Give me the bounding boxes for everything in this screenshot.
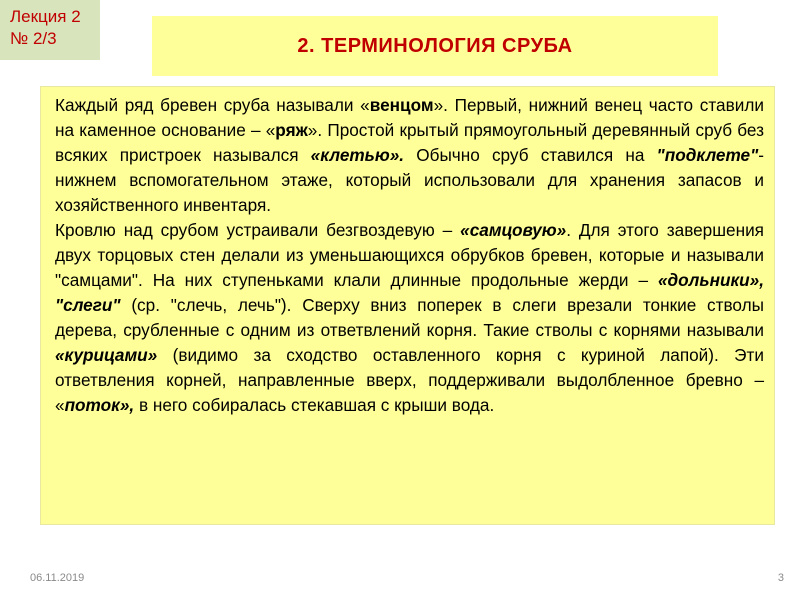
page-number: 3 [777,572,784,584]
p2-text-3: (ср. "слечь, лечь"). Сверху вниз поперек в слеги врезали тонкие стволы дерева, срубленные с одним из ответвлений корня. Такие стволы с корнями называли [55,295,764,340]
lecture-number: Лекция 2 [10,7,81,26]
term-klet: «клетью». [310,145,405,165]
p2-text-1: Кровлю над срубом устраивали безгвоздевую – [55,220,461,240]
lecture-badge [0,0,100,60]
footer-date: 06.11.2019 [30,572,85,584]
lecture-part: № 2/3 [10,29,57,48]
content-box [40,86,775,525]
term-samtsovaya: «самцовую» [460,220,567,240]
term-ryazh: ряж [275,120,308,140]
p1-text-5: - нижнем вспомогательном этаже, который использовали для хранения запасов и хозяйственного инвентаря. [55,145,764,215]
paragraph-2 [55,218,764,418]
p1-text-2: ». Первый, нижний венец часто ставили на каменное основание – « [55,95,764,140]
term-ventsy: венцом [369,95,434,115]
term-potok: поток», [64,395,135,415]
p1-text-1: Каждый ряд бревен сруба называли « [55,95,370,115]
paragraph-1 [55,93,764,218]
p1-text-4: Обычно сруб ставился на [404,145,657,165]
title-bar [152,16,718,76]
p2-text-5: в него собиралась стекавшая с крыши вода. [134,395,495,415]
p2-text-4: (видимо за сходство оставленного корня с куриной лапой). Эти ответвления корней, направленные вверх, поддерживали выдолбленное бревно – « [55,345,764,415]
term-podklet: "подклете" [656,145,759,165]
slide-title: 2. ТЕРМИНОЛОГИЯ СРУБА [297,34,573,57]
p2-text-2: . Для этого завершения двух торцовых стен делали из уменьшающихся обрубков бревен, которые и называли "самцами". На них ступеньками клали длинные продольные жерди – [55,220,764,290]
p1-text-3: ». Простой крытый прямоугольный деревянный сруб без всяких пристроек назывался [55,120,764,165]
term-kuritsy: «курицами» [55,345,158,365]
term-dolniki-slegi: «дольники», "слеги" [55,270,764,315]
